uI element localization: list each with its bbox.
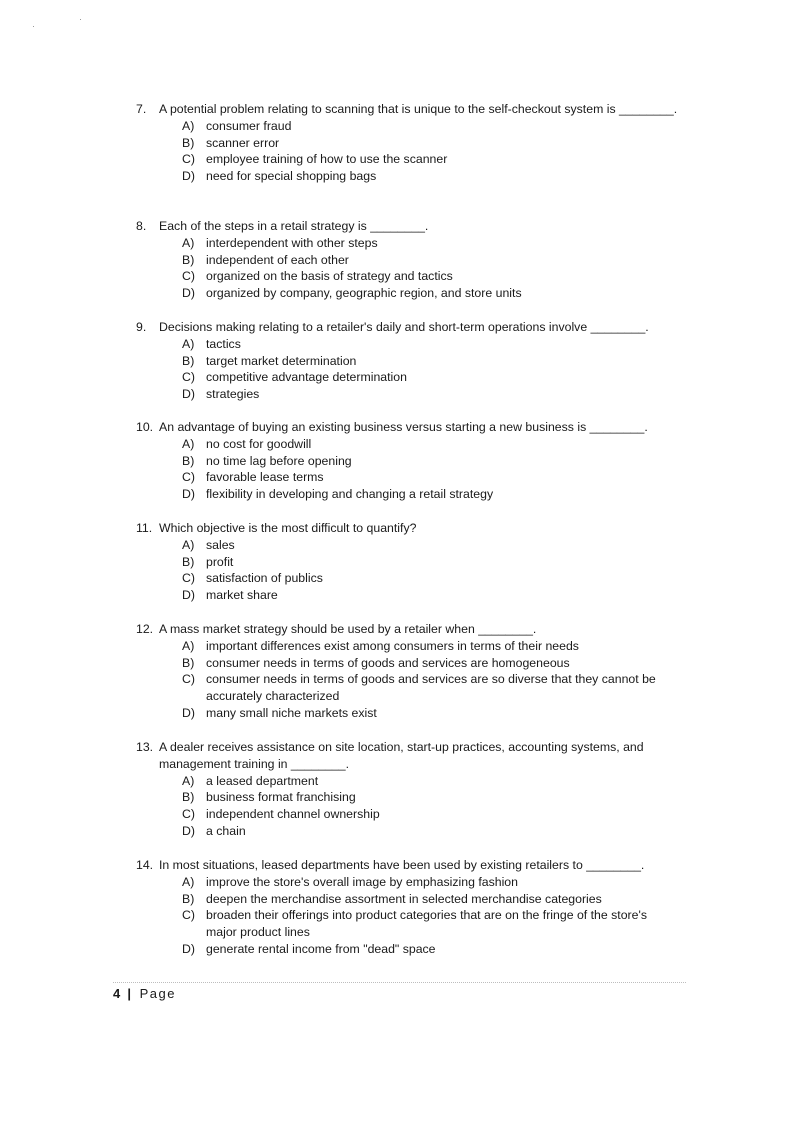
question-9 [136, 319, 681, 403]
question-stem [136, 520, 681, 537]
option-letter: D) [182, 286, 195, 301]
option-text: sales [206, 537, 235, 552]
option-text: business format franchising [206, 790, 356, 805]
option-letter: D) [182, 387, 195, 402]
option-text: consumer fraud [206, 118, 292, 133]
question-stem [136, 857, 681, 874]
answer-option-c [136, 268, 681, 285]
answer-option-a [136, 336, 681, 353]
question-12 [136, 621, 681, 722]
question-text: A mass market strategy should be used by a retailer when ________. [159, 622, 537, 636]
option-text: consumer needs in terms of goods and services are homogeneous [206, 655, 570, 670]
footer-divider [113, 982, 686, 983]
answer-option-c [136, 369, 681, 386]
option-letter: B) [182, 790, 195, 805]
answer-option-b [136, 554, 681, 571]
answer-option-d [136, 486, 681, 503]
option-text: strategies [206, 387, 260, 402]
answer-option-b [136, 891, 681, 908]
option-text: independent channel ownership [206, 807, 380, 822]
option-text: flexibility in developing and changing a retail strategy [206, 487, 494, 502]
option-text: employee training of how to use the scanner [206, 152, 448, 167]
option-letter: C) [182, 807, 195, 822]
option-text: satisfaction of publics [206, 571, 323, 586]
question-stem [136, 419, 681, 436]
option-letter: C) [182, 152, 195, 167]
answer-options [136, 874, 681, 958]
question-text: An advantage of buying an existing business versus starting a new business is ________. [159, 420, 648, 434]
option-text: no time lag before opening [206, 453, 352, 468]
option-text: favorable lease terms [206, 470, 324, 485]
option-text: profit [206, 554, 234, 569]
option-text: interdependent with other steps [206, 235, 378, 250]
option-text: a chain [206, 823, 246, 838]
question-7 [136, 101, 681, 185]
question-stem [136, 218, 681, 235]
answer-option-a [136, 537, 681, 554]
answer-options [136, 336, 681, 403]
question-number: 10. [136, 420, 154, 434]
question-10 [136, 419, 681, 503]
answer-option-b [136, 789, 681, 806]
scan-speck [33, 26, 34, 27]
option-letter: B) [182, 353, 195, 368]
option-letter: C) [182, 908, 195, 923]
answer-option-c [136, 469, 681, 486]
option-text: target market determination [206, 353, 357, 368]
option-text: consumer needs in terms of goods and services are so diverse that they cannot be accurately characterized [206, 672, 656, 704]
option-text: improve the store's overall image by emphasizing fashion [206, 874, 518, 889]
answer-option-c [136, 806, 681, 823]
question-text: Decisions making relating to a retailer's daily and short-term operations involve ________. [159, 320, 649, 334]
answer-options [136, 773, 681, 840]
scan-speck [80, 19, 81, 20]
option-letter: A) [182, 874, 195, 889]
question-number: 13. [136, 740, 154, 754]
option-text: no cost for goodwill [206, 436, 312, 451]
question-stem [136, 101, 681, 118]
option-text: generate rental income from "dead" space [206, 941, 436, 956]
option-text: a leased department [206, 773, 319, 788]
option-text: organized on the basis of strategy and tactics [206, 269, 453, 284]
option-letter: C) [182, 269, 195, 284]
question-14 [136, 857, 681, 958]
answer-option-a [136, 235, 681, 252]
answer-option-a [136, 773, 681, 790]
answer-options [136, 118, 681, 185]
answer-option-a [136, 874, 681, 891]
option-letter: D) [182, 823, 195, 838]
question-text: A dealer receives assistance on site location, start-up practices, accounting systems, and management training in ________. [159, 740, 644, 771]
option-letter: C) [182, 370, 195, 385]
option-text: broaden their offerings into product categories that are on the fringe of the store's major product lines [206, 908, 647, 940]
option-letter: C) [182, 672, 195, 687]
option-letter: A) [182, 336, 195, 351]
answer-options [136, 537, 681, 604]
option-letter: B) [182, 554, 195, 569]
option-text: independent of each other [206, 252, 349, 267]
answer-option-d [136, 168, 681, 185]
option-letter: A) [182, 773, 195, 788]
answer-option-d [136, 587, 681, 604]
question-number: 14. [136, 858, 154, 872]
question-stem [136, 319, 681, 336]
option-letter: B) [182, 252, 195, 267]
answer-options [136, 638, 681, 722]
question-text: A potential problem relating to scanning that is unique to the self-checkout system is ________. [159, 102, 678, 116]
option-text: important differences exist among consumers in terms of their needs [206, 638, 579, 653]
answer-options [136, 235, 681, 302]
page-separator: | [127, 986, 133, 1001]
answer-option-c [136, 151, 681, 168]
option-letter: D) [182, 169, 195, 184]
answer-option-b [136, 453, 681, 470]
question-11 [136, 520, 681, 604]
answer-option-b [136, 353, 681, 370]
option-text: market share [206, 588, 278, 603]
option-letter: D) [182, 941, 195, 956]
question-number: 9. [136, 320, 147, 334]
answer-option-d [136, 386, 681, 403]
answer-option-d [136, 823, 681, 840]
option-letter: C) [182, 571, 195, 586]
question-number: 11. [136, 521, 153, 535]
option-letter: B) [182, 135, 195, 150]
question-stem [136, 621, 681, 638]
answer-option-d [136, 941, 681, 958]
page-footer [113, 986, 176, 1001]
answer-option-c [136, 671, 681, 705]
option-letter: A) [182, 638, 195, 653]
option-letter: C) [182, 470, 195, 485]
option-text: tactics [206, 336, 241, 351]
answer-option-c [136, 907, 681, 941]
option-text: competitive advantage determination [206, 370, 407, 385]
answer-option-a [136, 436, 681, 453]
question-text: Each of the steps in a retail strategy is ________. [159, 219, 429, 233]
answer-option-a [136, 118, 681, 135]
question-number: 8. [136, 219, 147, 233]
answer-option-b [136, 135, 681, 152]
option-letter: B) [182, 453, 195, 468]
option-letter: A) [182, 436, 195, 451]
question-text: In most situations, leased departments have been used by existing retailers to ________. [159, 858, 645, 872]
answer-option-a [136, 638, 681, 655]
option-letter: A) [182, 537, 195, 552]
answer-option-b [136, 252, 681, 269]
page-label: Page [139, 986, 176, 1001]
answer-option-d [136, 705, 681, 722]
question-8 [136, 218, 681, 302]
option-letter: D) [182, 705, 195, 720]
option-text: deepen the merchandise assortment in selected merchandise categories [206, 891, 602, 906]
option-letter: A) [182, 235, 195, 250]
page-number: 4 [113, 986, 121, 1001]
option-text: need for special shopping bags [206, 169, 377, 184]
question-stem [136, 739, 681, 773]
option-text: scanner error [206, 135, 280, 150]
option-letter: B) [182, 891, 195, 906]
question-text: Which objective is the most difficult to quantify? [159, 521, 417, 535]
answer-option-d [136, 285, 681, 302]
option-letter: D) [182, 487, 195, 502]
option-text: many small niche markets exist [206, 705, 377, 720]
option-letter: B) [182, 655, 195, 670]
question-13 [136, 739, 681, 840]
answer-option-b [136, 655, 681, 672]
option-text: organized by company, geographic region, and store units [206, 286, 522, 301]
answer-options [136, 436, 681, 503]
option-letter: A) [182, 118, 195, 133]
option-letter: D) [182, 588, 195, 603]
question-number: 7. [136, 102, 147, 116]
question-number: 12. [136, 622, 154, 636]
answer-option-c [136, 570, 681, 587]
